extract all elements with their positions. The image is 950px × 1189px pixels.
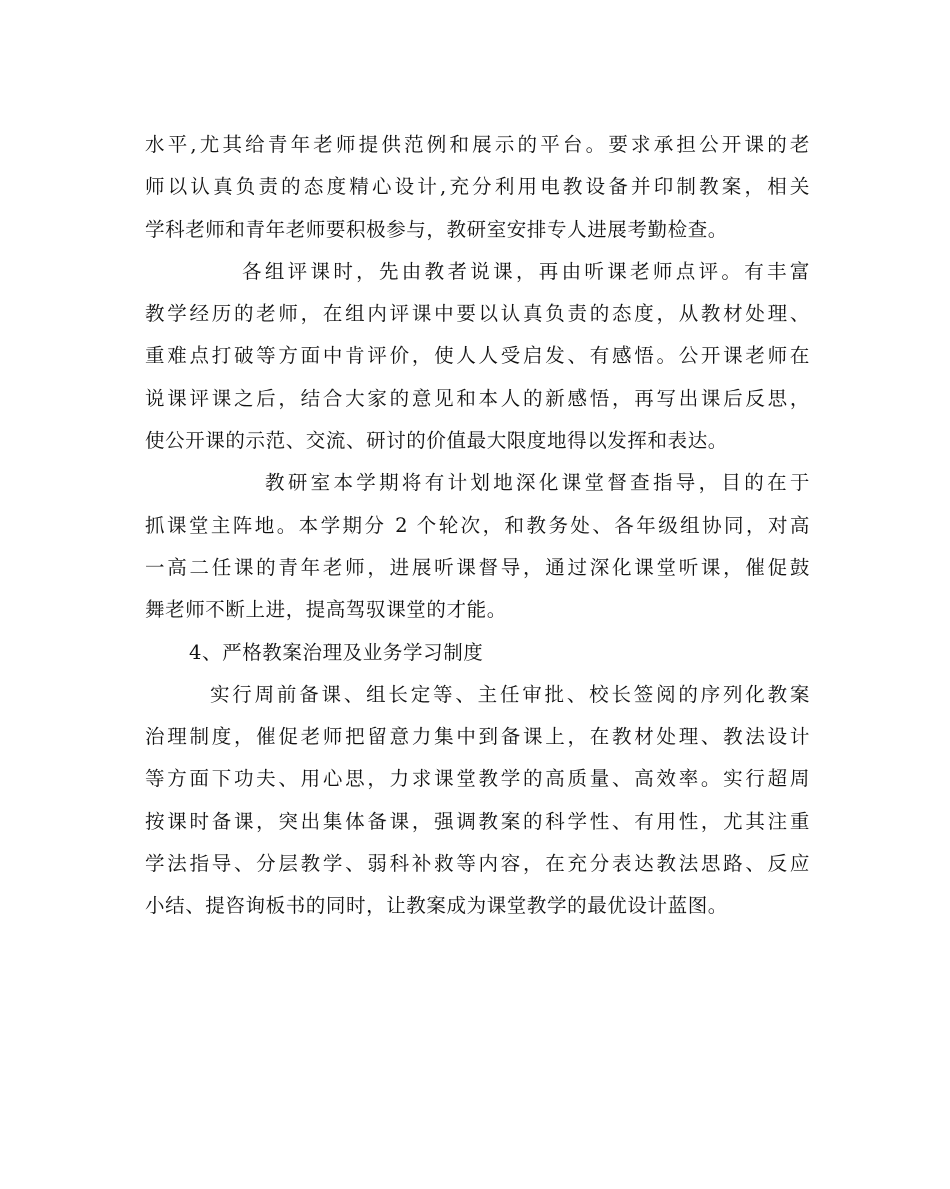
text-line: 按课时备课，突出集体备课，强调教案的科学性、有用性，尤其注重 — [145, 809, 810, 833]
section-heading: 4、严格教案治理及业务学习制度 — [189, 640, 484, 664]
text-line: 说课评课之后，结合大家的意见和本人的新感悟，再写出课后反思， — [145, 386, 810, 410]
text-line: 学科老师和青年老师要积极参与，教研室安排专人进展考勤检查。 — [145, 217, 728, 241]
text-line: 水平,尤其给青年老师提供范例和展示的平台。要求承担公开课的老 — [145, 133, 810, 156]
text-line: 小结、提咨询板书的同时，让教案成为课堂教学的最优设计蓝图。 — [145, 894, 728, 918]
text-line: 实行周前备课、组长定等、主任审批、校长签阅的序列化教案 — [210, 682, 810, 706]
text-line: 等方面下功夫、用心思，力求课堂教学的高质量、高效率。实行超周 — [145, 767, 810, 791]
text-line: 各组评课时，先由教者说课，再由听课老师点评。有丰富 — [242, 259, 810, 283]
text-line: 治理制度，催促老师把留意力集中到备课上，在教材处理、教法设计 — [145, 725, 810, 749]
text-line: 使公开课的示范、交流、研讨的价值最大限度地得以发挥和表达。 — [145, 429, 728, 453]
document-body — [145, 124, 810, 928]
text-line: 教学经历的老师，在组内评课中要以认真负责的态度，从教材处理、 — [145, 302, 810, 326]
text-line: 抓课堂主阵地。本学期分 2 个轮次，和教务处、各年级组协同，对高 — [145, 513, 810, 537]
text-line: 一高二任课的青年老师，进展听课督导，通过深化课堂听课，催促鼓 — [145, 555, 810, 579]
text-line: 重难点打破等方面中肯评价，使人人受启发、有感悟。公开课老师在 — [145, 344, 810, 368]
text-line: 学法指导、分层教学、弱科补救等内容，在充分表达教法思路、反应 — [145, 852, 810, 876]
text-line: 教研室本学期将有计划地深化课堂督查指导，目的在于 — [265, 471, 810, 495]
text-line: 舞老师不断上进，提高驾驭课堂的才能。 — [145, 598, 507, 622]
text-line: 师以认真负责的态度精心设计,充分利用电教设备并印制教案，相关 — [145, 175, 810, 199]
